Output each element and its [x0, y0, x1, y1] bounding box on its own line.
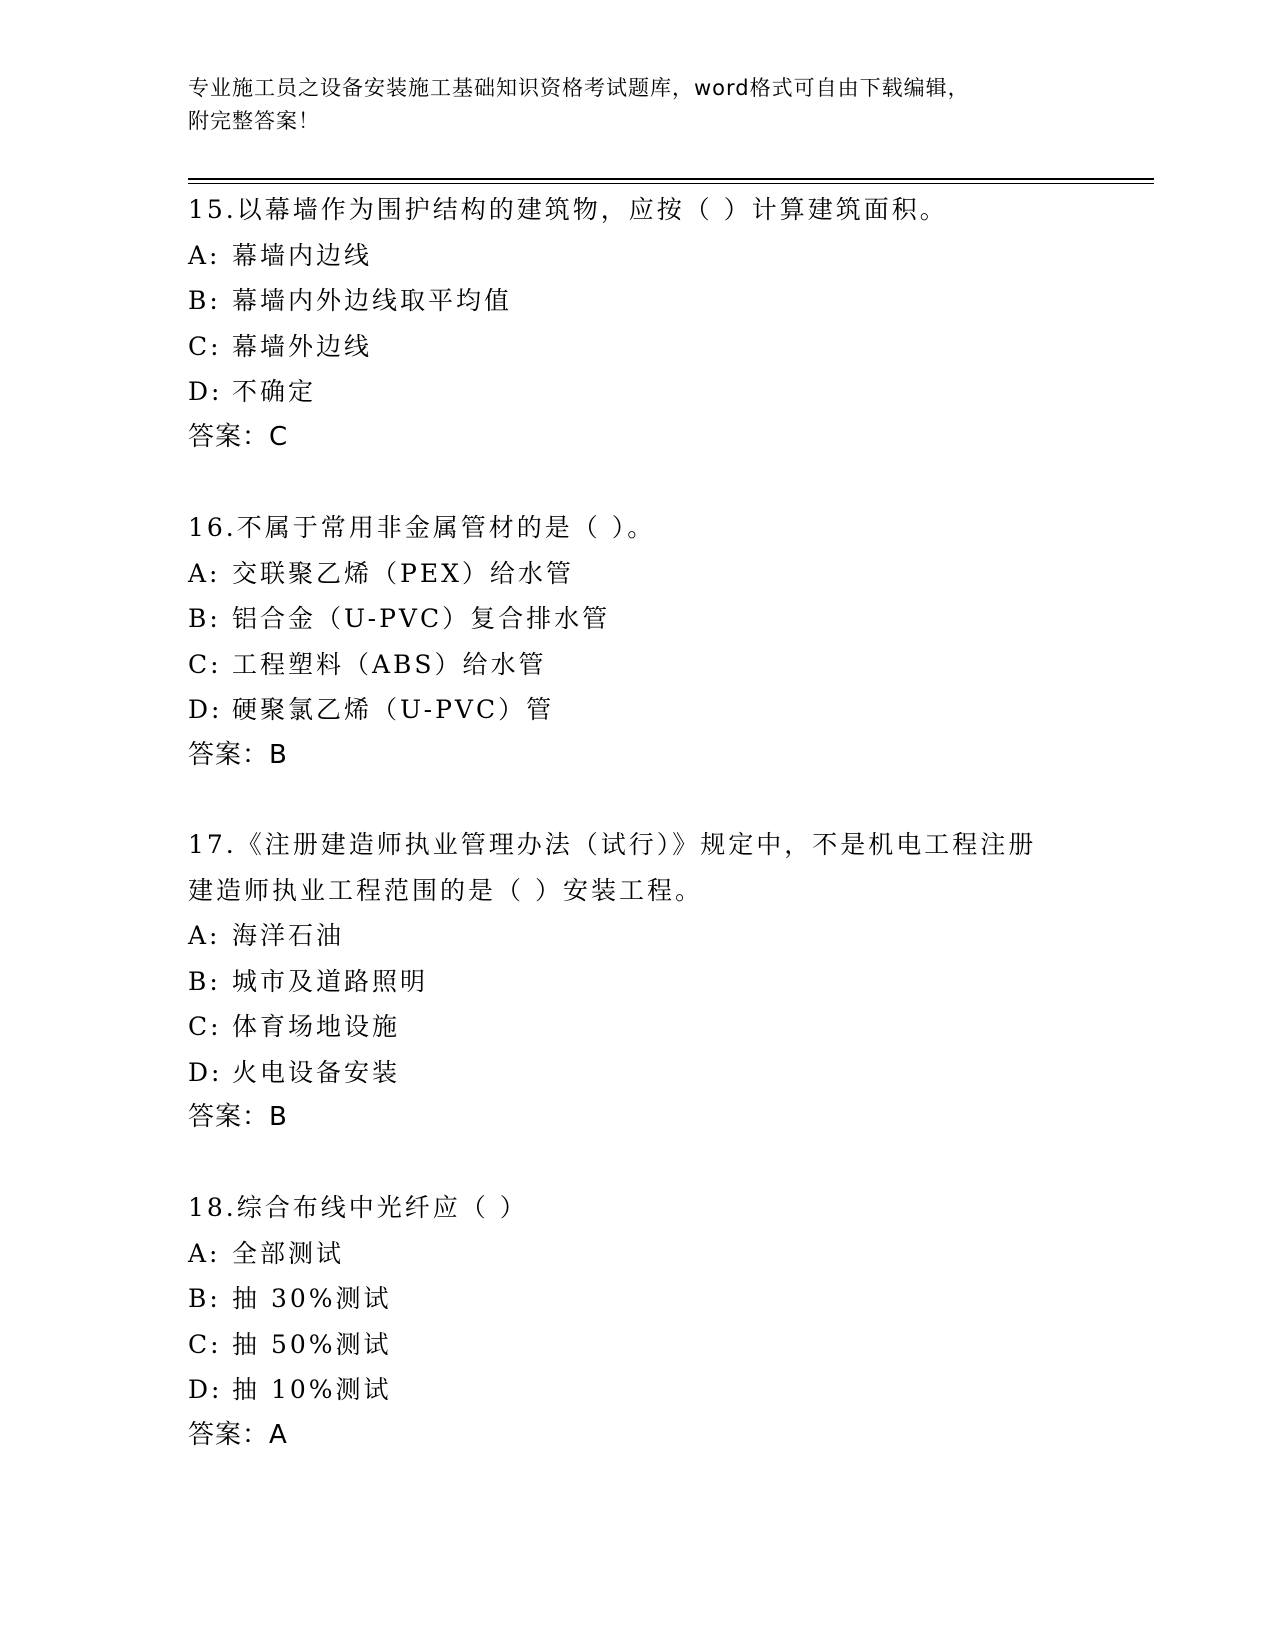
option-b — [188, 1276, 1088, 1322]
option-text: 交联聚乙烯（PEX）给水管 — [232, 558, 574, 588]
option-c — [188, 642, 1088, 688]
option-d — [188, 687, 1088, 733]
option-key: B: — [188, 1284, 221, 1313]
option-b — [188, 278, 1088, 324]
header-divider-thick — [188, 178, 1154, 180]
option-key: D: — [188, 1057, 223, 1087]
option-b — [188, 959, 1088, 1005]
answer: 答案：A — [188, 1419, 288, 1450]
option-c — [188, 1004, 1088, 1050]
option-text: 抽 30%测试 — [232, 1284, 392, 1313]
option-text: 铝合金（U-PVC）复合排水管 — [232, 604, 611, 633]
option-key: A: — [188, 921, 221, 950]
question-stem: 17.《注册建造师执业管理办法（试行）》规定中，不是机电工程注册 — [188, 830, 1037, 859]
question-16 — [188, 505, 1088, 778]
option-key: C: — [188, 1329, 222, 1359]
option-key: D: — [188, 377, 223, 406]
option-text: 幕墙内外边线取平均值 — [232, 286, 513, 315]
option-text: 工程塑料（ABS）给水管 — [232, 649, 547, 679]
option-key: A: — [188, 240, 221, 270]
option-a — [188, 551, 1088, 597]
question-stem: 16.不属于常用非金属管材的是（ ）。 — [188, 513, 656, 542]
option-key: C: — [188, 1012, 222, 1041]
answer: 答案：C — [188, 421, 289, 452]
option-key: B: — [188, 966, 221, 996]
option-d — [188, 1367, 1088, 1413]
question-stem: 15.以幕墙作为围护结构的建筑物，应按（ ）计算建筑面积。 — [188, 195, 948, 224]
option-c — [188, 324, 1088, 370]
option-d — [188, 1050, 1088, 1096]
header-divider-thin — [188, 183, 1154, 184]
option-key: B: — [188, 286, 221, 315]
option-text: 不确定 — [232, 377, 317, 406]
question-18 — [188, 1185, 1088, 1458]
option-d — [188, 369, 1088, 415]
answer: 答案：B — [188, 739, 288, 770]
option-key: C: — [188, 649, 222, 679]
option-key: B: — [188, 604, 221, 633]
option-text: 抽 10%测试 — [232, 1375, 392, 1404]
question-stem-continued: 建造师执业工程范围的是（ ）安装工程。 — [188, 875, 703, 905]
header-line-1: 专业施工员之设备安装施工基础知识资格考试题库，word格式可自由下载编辑， — [188, 76, 970, 100]
document-header — [188, 72, 1088, 138]
option-a — [188, 913, 1088, 959]
question-15 — [188, 187, 1088, 460]
option-text: 抽 50%测试 — [232, 1329, 392, 1359]
option-key: D: — [188, 695, 223, 724]
answer: 答案：B — [188, 1102, 288, 1132]
option-text: 硬聚氯乙烯（U-PVC）管 — [232, 695, 555, 724]
option-a — [188, 1231, 1088, 1277]
option-text: 火电设备安装 — [232, 1057, 401, 1087]
option-text: 幕墙外边线 — [232, 331, 373, 361]
option-text: 体育场地设施 — [232, 1012, 401, 1041]
option-c — [188, 1322, 1088, 1368]
option-key: D: — [188, 1375, 223, 1404]
option-key: C: — [188, 331, 222, 361]
question-stem: 18.综合布线中光纤应（ ） — [188, 1193, 528, 1222]
option-a — [188, 233, 1088, 279]
question-17 — [188, 822, 1088, 1141]
option-b — [188, 596, 1088, 642]
option-key: A: — [188, 1238, 221, 1268]
option-key: A: — [188, 558, 221, 588]
option-text: 海洋石油 — [232, 921, 345, 950]
option-text: 幕墙内边线 — [232, 240, 373, 270]
option-text: 城市及道路照明 — [232, 966, 429, 996]
header-line-2: 附完整答案！ — [188, 109, 320, 133]
option-text: 全部测试 — [232, 1238, 345, 1268]
